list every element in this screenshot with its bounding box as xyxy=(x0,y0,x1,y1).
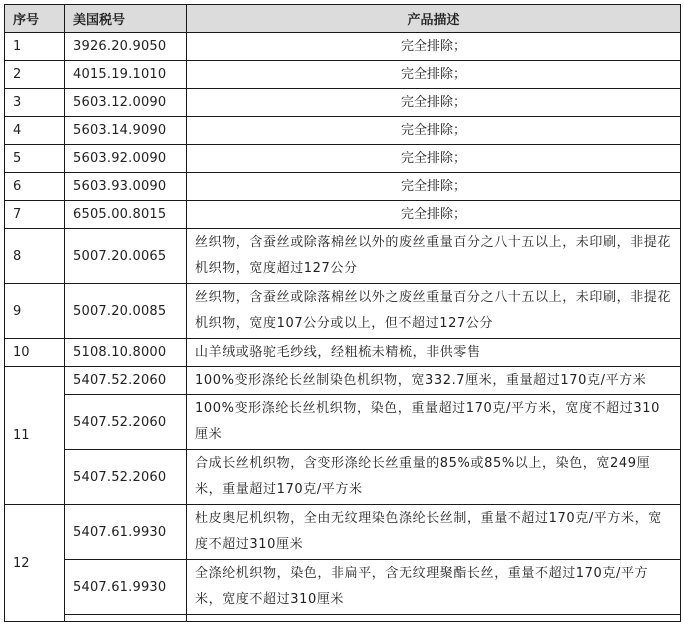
row-serial-number: 11 xyxy=(5,367,65,505)
header-us-tariff-code: 美国税号 xyxy=(65,5,187,33)
row-description: 丝织物，含蚕丝或除落棉丝以外的废丝重量百分之八十五以上，未印刷，非提花机织物，宽度超过127公分 xyxy=(187,229,681,284)
row-description: 山羊绒或骆驼毛纱线，经粗梳未精梳，非供零售 xyxy=(187,339,681,367)
header-product-description: 产品描述 xyxy=(187,5,681,33)
row-serial-number: 5 xyxy=(5,145,65,173)
row-description: 全涤纶机织物，染色，非扁平，含无纹理聚酯长丝，重量不超过170克/平方米，宽度不超过310厘米 xyxy=(187,560,681,615)
row-description: 完全排除； xyxy=(187,117,681,145)
row-description: 完全排除； xyxy=(187,173,681,201)
row-serial-number: 10 xyxy=(5,339,65,367)
row-serial-number: 7 xyxy=(5,201,65,229)
table-body xyxy=(5,33,681,622)
row-tariff-code: 3926.20.9050 xyxy=(65,33,187,61)
row-description: 杜皮奥尼机织物，全由无纹理染色涤纶长丝制，重量不超过170克/平方米，宽度不超过310厘米 xyxy=(187,505,681,560)
table-row xyxy=(5,117,681,145)
row-tariff-code: 5007.20.0085 xyxy=(65,284,187,339)
row-tariff-code: 5407.61.9930 xyxy=(65,505,187,560)
tariff-exclusion-table xyxy=(4,4,681,622)
row-serial-number: 6 xyxy=(5,173,65,201)
row-serial-number: 8 xyxy=(5,229,65,284)
row-serial-number: 1 xyxy=(5,33,65,61)
table-row xyxy=(5,505,681,560)
table-row-continuation xyxy=(5,615,681,622)
table-row xyxy=(5,450,681,505)
row-description: 100%变形涤纶长丝制染色机织物，宽332.7厘米，重量超过170克/平方米 xyxy=(187,367,681,395)
header-row xyxy=(5,5,681,33)
row-description: 完全排除； xyxy=(187,201,681,229)
row-description: 合成长丝机织物，含变形涤纶长丝重量的85%或85%以上，染色，宽249厘米，重量超过170克/平方米 xyxy=(187,450,681,505)
table-cell-continuation xyxy=(187,615,681,622)
row-serial-number: 4 xyxy=(5,117,65,145)
table-row xyxy=(5,173,681,201)
table-row xyxy=(5,284,681,339)
table-row xyxy=(5,395,681,450)
row-tariff-code: 5108.10.8000 xyxy=(65,339,187,367)
table-row xyxy=(5,145,681,173)
row-tariff-code: 5603.92.0090 xyxy=(65,145,187,173)
row-description: 完全排除； xyxy=(187,145,681,173)
header-serial-number: 序号 xyxy=(5,5,65,33)
row-serial-number: 9 xyxy=(5,284,65,339)
row-tariff-code: 5407.61.9930 xyxy=(65,560,187,615)
row-description: 完全排除； xyxy=(187,89,681,117)
row-serial-number: 2 xyxy=(5,61,65,89)
row-serial-number: 12 xyxy=(5,505,65,622)
table-cell-continuation xyxy=(65,615,187,622)
row-description: 100%变形涤纶长丝机织物，染色，重量超过170克/平方米，宽度不超过310厘米 xyxy=(187,395,681,450)
row-description: 完全排除； xyxy=(187,33,681,61)
table-row xyxy=(5,89,681,117)
row-tariff-code: 5603.12.0090 xyxy=(65,89,187,117)
row-tariff-code: 5407.52.2060 xyxy=(65,450,187,505)
row-tariff-code: 4015.19.1010 xyxy=(65,61,187,89)
row-tariff-code: 5407.52.2060 xyxy=(65,395,187,450)
table-row xyxy=(5,201,681,229)
row-serial-number: 3 xyxy=(5,89,65,117)
table-row xyxy=(5,61,681,89)
row-description: 丝织物，含蚕丝或除落棉丝以外之废丝重量百分之八十五以上，未印刷，非提花机织物，宽度107公分或以上，但不超过127公分 xyxy=(187,284,681,339)
row-tariff-code: 5603.93.0090 xyxy=(65,173,187,201)
row-tariff-code: 5407.52.2060 xyxy=(65,367,187,395)
table-row xyxy=(5,33,681,61)
table-row xyxy=(5,339,681,367)
row-description: 完全排除； xyxy=(187,61,681,89)
row-tariff-code: 6505.00.8015 xyxy=(65,201,187,229)
table-row xyxy=(5,560,681,615)
row-tariff-code: 5007.20.0065 xyxy=(65,229,187,284)
table-row xyxy=(5,367,681,395)
row-tariff-code: 5603.14.9090 xyxy=(65,117,187,145)
table-header xyxy=(5,5,681,33)
table-row xyxy=(5,229,681,284)
